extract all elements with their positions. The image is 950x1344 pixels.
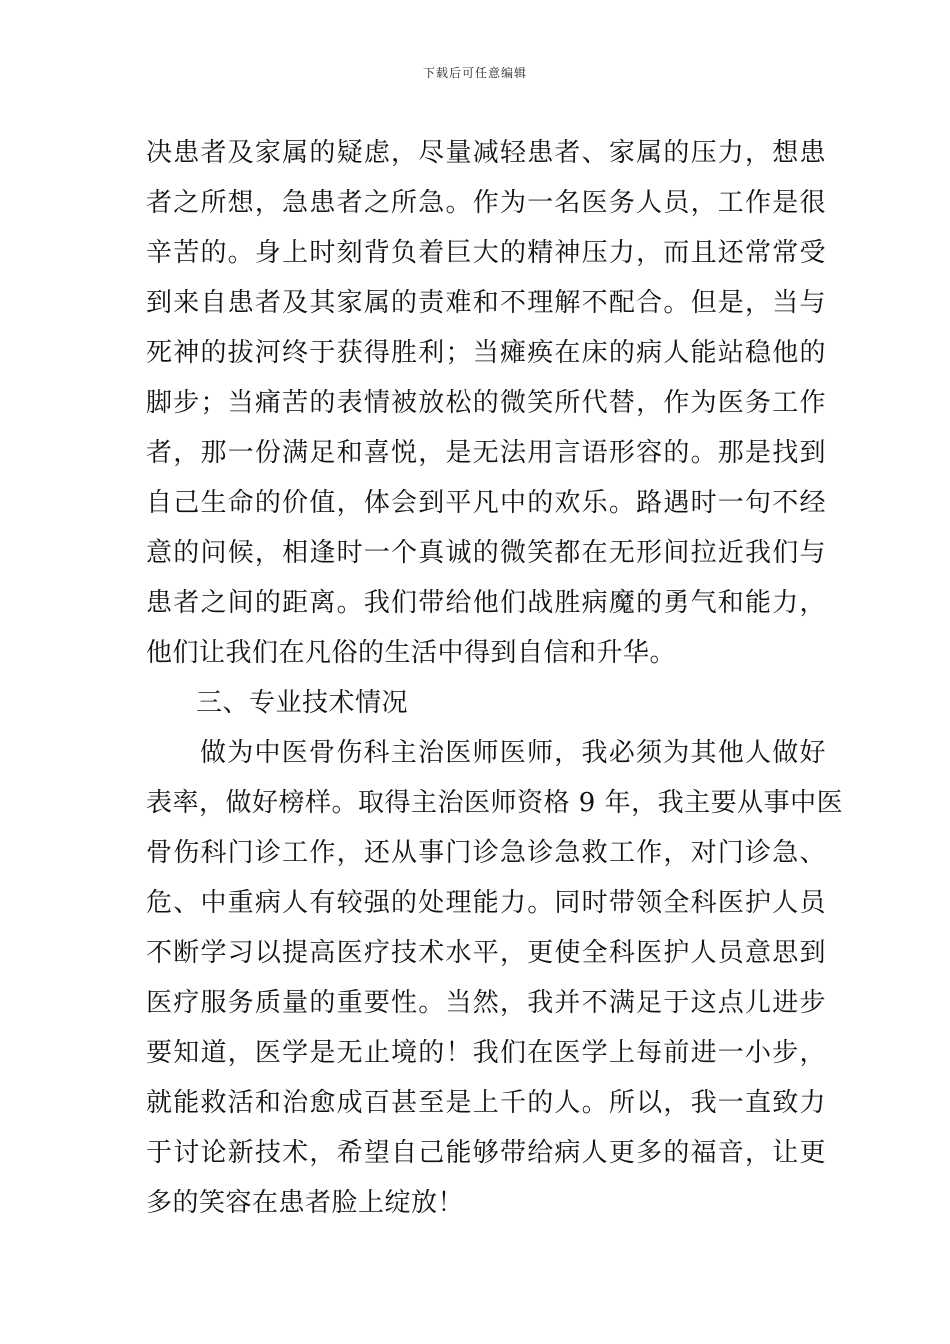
paragraph-line: 医疗服务质量的重要性。当然，我并不满足于这点儿进步 bbox=[146, 988, 826, 1018]
paragraph-line: 危、中重病人有较强的处理能力。同时带领全科医护人员 bbox=[146, 888, 826, 918]
paragraph-line: 者之所想，急患者之所急。作为一名医务人员，工作是很 bbox=[146, 188, 826, 218]
paragraph-line: 患者之间的距离。我们带给他们战胜病魔的勇气和能力， bbox=[146, 588, 826, 618]
section-heading: 三、专业技术情况 bbox=[196, 688, 409, 718]
page-header: 下载后可任意编辑 bbox=[422, 66, 527, 80]
paragraph-line: 他们让我们在凡俗的生活中得到自信和升华。 bbox=[146, 638, 677, 668]
paragraph-line: 于讨论新技术，希望自己能够带给病人更多的福音，让更 bbox=[146, 1138, 826, 1168]
paragraph-line: 表率，做好榜样。取得主治医师资格 9 年，我主要从事中医 bbox=[146, 788, 844, 818]
paragraph-line: 不断学习以提高医疗技术水平，更使全科医护人员意思到 bbox=[146, 938, 826, 968]
paragraph-line: 辛苦的。身上时刻背负着巨大的精神压力，而且还常常受 bbox=[146, 238, 826, 268]
paragraph-line: 决患者及家属的疑虑，尽量减轻患者、家属的压力，想患 bbox=[146, 138, 826, 168]
paragraph-line: 自己生命的价值，体会到平凡中的欢乐。路遇时一句不经 bbox=[146, 488, 826, 518]
paragraph-line: 到来自患者及其家属的责难和不理解不配合。但是，当与 bbox=[146, 288, 826, 318]
paragraph-line: 死神的拔河终于获得胜利；当瘫痪在床的病人能站稳他的 bbox=[146, 338, 826, 368]
paragraph-line: 脚步；当痛苦的表情被放松的微笑所代替，作为医务工作 bbox=[146, 388, 826, 418]
paragraph-line: 就能救活和治愈成百甚至是上千的人。所以，我一直致力 bbox=[146, 1088, 826, 1118]
paragraph-line: 意的问候，相逢时一个真诚的微笑都在无形间拉近我们与 bbox=[146, 538, 826, 568]
document-body bbox=[146, 128, 844, 1228]
paragraph-line: 者，那一份满足和喜悦，是无法用言语形容的。那是找到 bbox=[146, 438, 826, 468]
paragraph-line: 做为中医骨伤科主治医师医师，我必须为其他人做好 bbox=[200, 738, 826, 768]
paragraph-line: 骨伤科门诊工作，还从事门诊急诊急救工作，对门诊急、 bbox=[146, 838, 826, 868]
paragraph-line: 多的笑容在患者脸上绽放！ bbox=[146, 1188, 465, 1218]
paragraph-line: 要知道，医学是无止境的！我们在医学上每前进一小步， bbox=[146, 1038, 826, 1068]
